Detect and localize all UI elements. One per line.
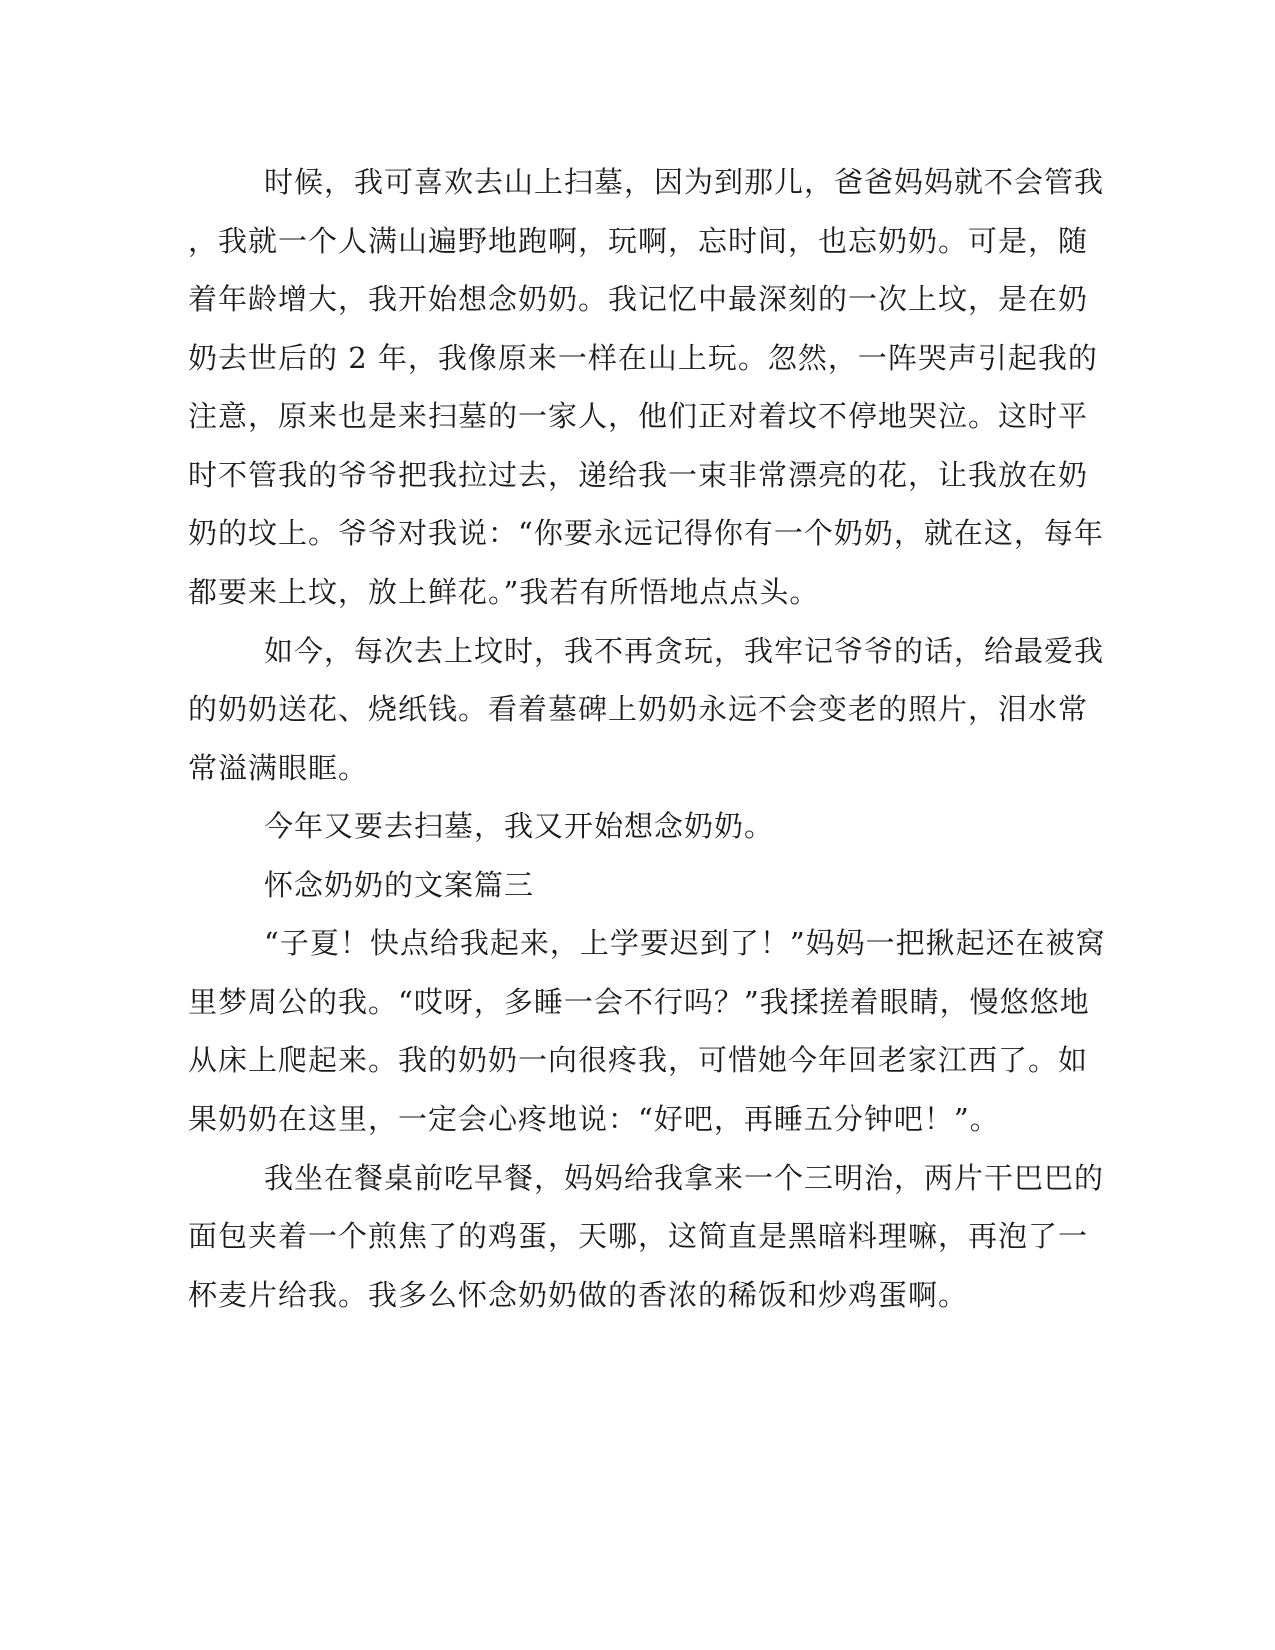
- text-line: 面包夹着一个煎焦了的鸡蛋，天哪，这简直是黑暗料理嘛，再泡了一: [188, 1219, 1089, 1253]
- text-line: 时候，我可喜欢去山上扫墓，因为到那儿，爸爸妈妈就不会管我: [264, 165, 1105, 199]
- text-line: “子夏！快点给我起来，上学要迟到了！”妈妈一把揪起还在被窝: [264, 926, 1106, 960]
- section-heading: 怀念奶奶的文案篇三: [264, 868, 535, 902]
- text-line: ，我就一个人满山遍野地跑啊，玩啊，忘时间，也忘奶奶。可是，随: [188, 224, 1089, 258]
- text-line: 奶的坟上。爷爷对我说：“你要永远记得你有一个奶奶，就在这，每年: [188, 516, 1104, 550]
- text-line: 我坐在餐桌前吃早餐，妈妈给我拿来一个三明治，两片干巴巴的: [264, 1161, 1105, 1195]
- text-line: 注意，原来也是来扫墓的一家人，他们正对着坟不停地哭泣。这时平: [188, 399, 1089, 433]
- text-line: 常溢满眼眶。: [188, 751, 369, 785]
- text-line: 今年又要去扫墓，我又开始想念奶奶。: [264, 809, 775, 843]
- text-line: 奶去世后的 2 年，我像原来一样在山上玩。忽然，一阵哭声引起我的: [188, 341, 1098, 375]
- text-line: 杯麦片给我。我多么怀念奶奶做的香浓的稀饭和炒鸡蛋啊。: [188, 1278, 969, 1312]
- text-line: 时不管我的爷爷把我拉过去，递给我一束非常漂亮的花，让我放在奶: [188, 458, 1089, 492]
- text-line: 着年龄增大，我开始想念奶奶。我记忆中最深刻的一次上坟，是在奶: [188, 282, 1089, 316]
- text-line: 从床上爬起来。我的奶奶一向很疼我，可惜她今年回老家江西了。如: [188, 1043, 1089, 1077]
- text-line: 果奶奶在这里，一定会心疼地说：“好吧，再睡五分钟吧！”。: [188, 1102, 1000, 1136]
- text-line: 里梦周公的我。“哎呀，多睡一会不行吗？”我揉搓着眼睛，慢悠悠地: [188, 985, 1090, 1019]
- text-line: 都要来上坟，放上鲜花。”我若有所悟地点点头。: [188, 575, 820, 609]
- text-line: 的奶奶送花、烧纸钱。看着墓碑上奶奶永远不会变老的照片，泪水常: [188, 692, 1089, 726]
- text-line: 如今，每次去上坟时，我不再贪玩，我牢记爷爷的话，给最爱我: [264, 634, 1105, 668]
